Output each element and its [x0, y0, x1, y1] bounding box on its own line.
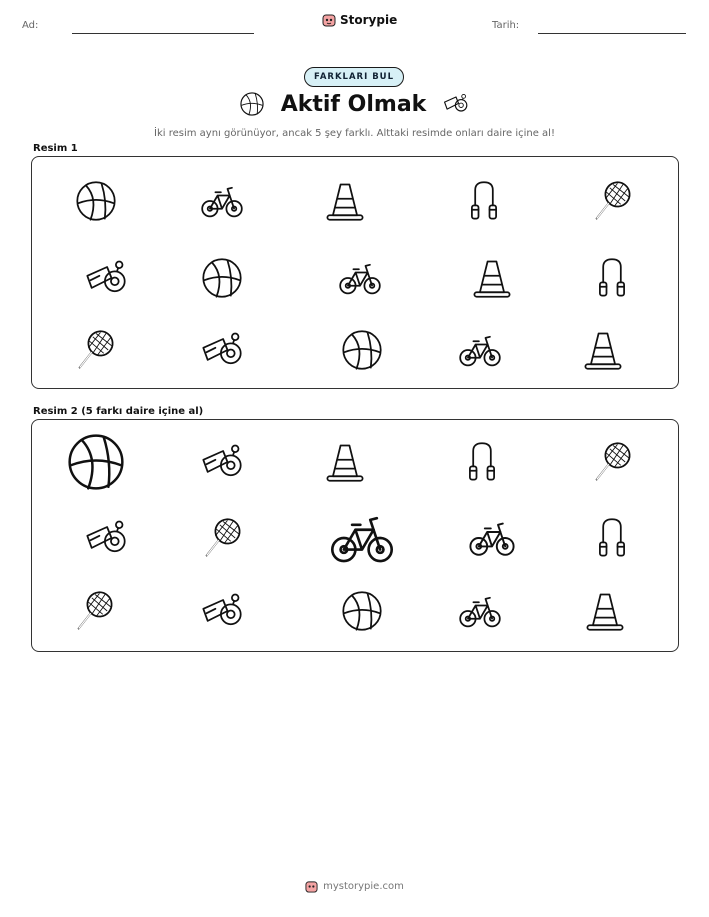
picture-1-label: Resim 1	[33, 143, 78, 154]
ball-icon	[200, 256, 244, 300]
jump-rope-icon[interactable]	[460, 440, 504, 484]
whistle-icon[interactable]	[200, 589, 244, 633]
jump-rope-icon	[462, 179, 506, 223]
worksheet-type-badge: FARKLARI BUL	[304, 67, 404, 87]
cone-icon	[470, 256, 514, 300]
ball-icon[interactable]	[340, 589, 384, 633]
cone-icon	[581, 328, 625, 372]
title-row	[0, 91, 709, 117]
storypie-logo	[322, 13, 397, 27]
footer-url[interactable]: mystorypie.com	[323, 881, 404, 892]
cone-icon	[323, 179, 367, 223]
bicycle-icon	[200, 179, 244, 223]
bicycle-icon[interactable]	[458, 589, 502, 633]
tennis-racket-icon	[73, 328, 117, 372]
picture-2-label: Resim 2 (5 farkı daire içine al)	[33, 406, 204, 417]
date-line[interactable]	[538, 33, 686, 34]
storypie-mascot-icon	[322, 13, 336, 27]
storypie-mascot-icon	[305, 880, 318, 893]
tennis-racket-icon[interactable]	[590, 440, 634, 484]
bicycle-icon	[338, 256, 382, 300]
ball-icon[interactable]	[65, 431, 127, 493]
instruction-text: İki resim aynı görünüyor, ancak 5 şey farklı. Alttaki resimde onları daire içine al!	[154, 128, 555, 139]
footer	[0, 880, 709, 893]
name-line[interactable]	[72, 33, 254, 34]
bicycle-icon[interactable]	[468, 514, 516, 562]
bicycle-icon	[458, 328, 502, 372]
whistle-icon	[200, 328, 244, 372]
cone-icon[interactable]	[323, 440, 367, 484]
brand-name: Storypie	[340, 13, 398, 27]
jump-rope-icon[interactable]	[590, 516, 634, 560]
tennis-racket-icon	[590, 179, 634, 223]
whistle-icon[interactable]	[200, 440, 244, 484]
name-label: Ad:	[22, 20, 39, 31]
whistle-icon	[84, 256, 128, 300]
ball-icon	[239, 91, 265, 117]
bicycle-icon[interactable]	[329, 505, 395, 571]
date-label: Tarih:	[492, 20, 520, 31]
cone-icon[interactable]	[583, 589, 627, 633]
tennis-racket-icon[interactable]	[200, 516, 244, 560]
whistle-icon	[442, 93, 470, 115]
tennis-racket-icon[interactable]	[72, 589, 116, 633]
whistle-icon[interactable]	[84, 516, 128, 560]
page-title: Aktif Olmak	[280, 91, 427, 117]
ball-icon	[340, 328, 384, 372]
ball-icon	[74, 179, 118, 223]
jump-rope-icon	[590, 256, 634, 300]
